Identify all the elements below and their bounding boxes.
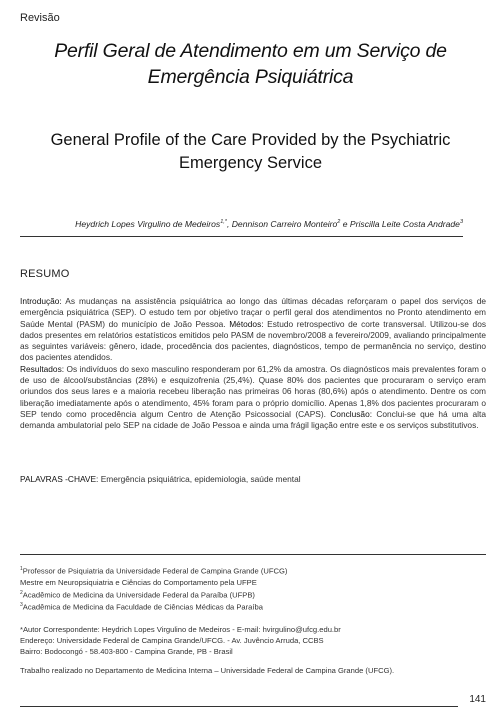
conclusion-text: Conclui-se que há uma alta demanda ambulatorial pelo SEP na cidade de João Pessoa e ainda uma frágil ligação entre este e os serviços substitutivos.	[20, 408, 486, 431]
spacer	[20, 657, 486, 665]
keywords-label: PALAVRAS -CHAVE:	[20, 474, 99, 484]
footnote-3	[20, 600, 486, 613]
results-label: Resultados:	[20, 363, 65, 374]
footnote-text: Professor de Psiquiatria da Universidade Federal de Campina Grande (UFCG)	[22, 566, 288, 576]
methods-text: Estudo retrospectivo de corte transversal. Utilizou-se dos dados presentes em relatórios estatísticos emitidos pelo PASM de novembro/2008 a fevereiro/2009, avaliando principalmente as seguintes variáveis: gênero, idade, procedência dos pacientes, diagnósticos, tempo de permanência no serviço, destino dos pacientes atendidos.	[20, 318, 487, 363]
spacer	[20, 613, 486, 624]
section-label: Revisão	[20, 12, 60, 24]
author-3-affiliation: 3	[459, 219, 463, 226]
results-text: Os indivíduos do sexo masculino responderam por 61,2% da amostra. Os diagnósticos mais prevalentes foram o de uso de álcool/substâncias (28%) e esquizofrenia (25,4%). Quase 80% dos pacientes que procuraram o serviço eram oriundos dos seus lares e a maioria recebeu liberação nas primeiras 06 horas (80,6%) após o atendimento. Dentre os com liberação imediatamente após o atendimento, 45% foram para o próprio domicílio. Apenas 1,8% dos pacientes procuraram o SEP tendo como procedência algum Centro de Atenção Psicossocial (CAPS).	[20, 363, 486, 419]
author-2: Dennison Carreiro Monteiro	[231, 219, 338, 229]
footnote-2	[20, 588, 486, 601]
keywords-text: Emergência psiquiátrica, epidemiologia, saúde mental	[98, 474, 301, 484]
conclusion-label: Conclusão:	[330, 408, 373, 419]
corresponding-author	[20, 624, 486, 635]
intro-label: Introdução:	[20, 296, 62, 306]
authors-divider	[20, 236, 463, 237]
title-portuguese: Perfil Geral de Atendimento em um Serviço de Emergência Psiquiátrica	[54, 40, 447, 88]
address-line-2: Bairro: Bodocongó - 58.403-800 - Campina Grande, PB - Brasil	[20, 646, 233, 656]
corresponding-label: *Autor Correspondente:	[20, 624, 100, 634]
footnote-1-continued: Mestre em Neuropsiquiatria e Ciências do Comportamento pela UFPE	[20, 577, 257, 587]
author-2-affiliation: 2	[337, 219, 341, 226]
footnote-marker: 1	[20, 566, 23, 572]
methods-label: Métodos:	[229, 318, 264, 329]
author-separator: ,	[226, 219, 232, 229]
author-1: Heydrich Lopes Virgulino de Medeiros	[75, 219, 221, 229]
page-number: 141	[469, 694, 486, 705]
footnote-marker: 3	[20, 602, 23, 609]
footnote-marker: 2	[20, 589, 23, 596]
author-list	[20, 219, 463, 229]
address-line-1: Endereço: Universidade Federal de Campina Grande/UFCG. - Av. Juvêncio Arruda, CCBS	[20, 635, 324, 645]
footnote-text: Acadêmica de Medicina da Faculdade de Ciências Médicas da Paraíba	[22, 602, 263, 612]
footnote-text: Acadêmico de Medicina da Universidade Federal da Paraíba (UFPB)	[22, 590, 255, 600]
intro-text: As mudanças na assistência psiquiátrica ao longo das últimas décadas reforçaram o papel dos serviços de emergência psiquiátrica (SEP). O estudo tem por objetivo traçar o perfil geral dos atendimentos no Pronto atendimento em Saúde Mental (PASM) do município de João Pessoa.	[20, 296, 486, 329]
title-english: General Profile of the Care Provided by the Psychiatric Emergency Service	[50, 131, 451, 172]
footer-rule	[20, 706, 458, 707]
author-3: Priscilla Leite Costa Andrade	[349, 219, 460, 229]
corresponding-text: Heydrich Lopes Virgulino de Medeiros - E-mail: hvirgulino@ufcg.edu.br	[99, 624, 341, 634]
keywords	[20, 474, 486, 484]
author-separator: e	[340, 219, 350, 229]
author-1-affiliation: 1,*	[220, 219, 227, 226]
work-location: Trabalho realizado no Departamento de Medicina Interna – Universidade Federal de Campina Grande (UFCG).	[20, 665, 395, 675]
abstract-heading: RESUMO	[20, 268, 70, 280]
footnotes	[20, 564, 486, 676]
footnote-1	[20, 564, 486, 577]
notes-divider	[20, 554, 486, 555]
abstract-body	[20, 296, 486, 432]
